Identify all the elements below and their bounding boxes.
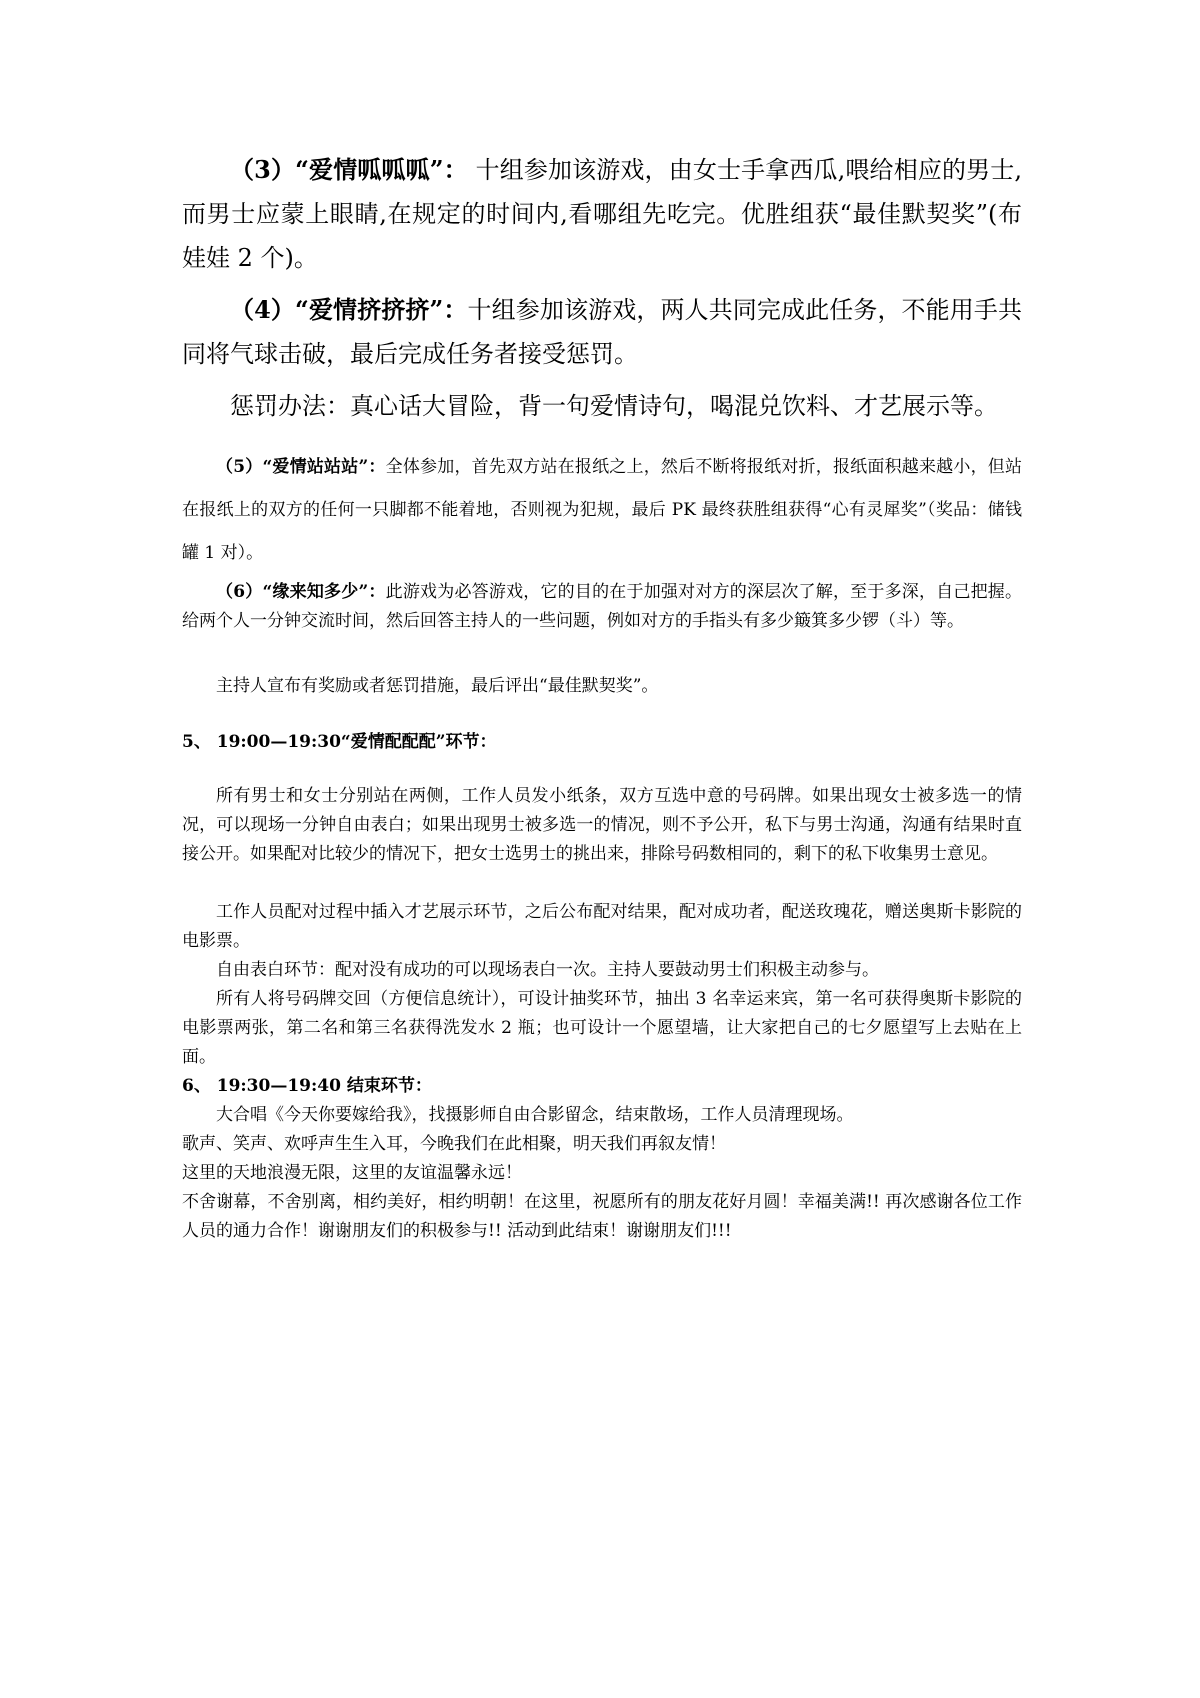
section6-paragraph-3: 这里的天地浪漫无限，这里的友谊温馨永远！: [182, 1163, 522, 1183]
game5-label: （5）“爱情站站站”：: [216, 457, 386, 477]
game3-text: 十组参加该游戏，由女士手拿西瓜,喂给相应的男士,而男士应蒙上眼睛,在规定的时间内,看哪组先吃完。优胜组获“最佳默契奖”(布娃娃 2 个)。: [182, 156, 1023, 272]
section5-paragraph-4: 所有人将号码牌交回（方便信息统计），可设计抽奖环节，抽出 3 名幸运来宾，第一名可获得奥斯卡影院的电影票两张，第二名和第三名获得洗发水 2 瓶；也可设计一个愿望墙，让大家把自己的七夕愿望写上去贴在上面。: [182, 989, 1022, 1067]
host-note: 主持人宣布有奖励或者惩罚措施，最后评出“最佳默契奖”。: [216, 676, 659, 696]
game6-label: （6）“缘来知多少”：: [216, 582, 386, 602]
section5-paragraph-1: 所有男士和女士分别站在两侧，工作人员发小纸条，双方互选中意的号码牌。如果出现女士被多选一的情况，可以现场一分钟自由表白；如果出现男士被多选一的情况，则不予公开，私下与男士沟通，沟通有结果时直接公开。如果配对比较少的情况下，把女士选男士的挑出来，排除号码数相同的，剩下的私下收集男士意见。: [182, 786, 1022, 864]
section6-paragraph-4: 不舍谢幕，不舍别离，相约美好，相约明朝！在这里，祝愿所有的朋友花好月圆！幸福美满!! 再次感谢各位工作人员的通力合作！谢谢朋友们的积极参与!! 活动到此结束！谢谢朋友们!!!: [182, 1192, 1022, 1241]
section5-paragraph-2: 工作人员配对过程中插入才艺展示环节，之后公布配对结果，配对成功者，配送玫瑰花，赠送奥斯卡影院的电影票。: [182, 902, 1022, 951]
game5-text: 全体参加，首先双方站在报纸之上，然后不断将报纸对折，报纸面积越来越小，但站在报纸上的双方的任何一只脚都不能着地，否则视为犯规，最后 PK 最终获胜组获得“心有灵犀奖”（奖品：储钱罐 1 对）。: [182, 457, 1022, 563]
section5-paragraph-3: 自由表白环节：配对没有成功的可以现场表白一次。主持人要鼓动男士们积极主动参与。: [216, 960, 879, 980]
game4-paragraph: [182, 288, 1022, 376]
game6-paragraph: [182, 578, 1022, 636]
game5-paragraph: [182, 446, 1022, 575]
section6-paragraph-1: 大合唱《今天你要嫁给我》，找摄影师自由合影留念，结束散场，工作人员清理现场。: [216, 1105, 854, 1125]
game3-label: （3）“爱情呱呱呱”：: [230, 155, 468, 184]
game4-text: 十组参加该游戏，两人共同完成此任务，不能用手共同将气球击破，最后完成任务者接受惩罚。: [182, 296, 1023, 368]
game4-label: （4）“爱情挤挤挤”：: [230, 295, 468, 324]
game3-paragraph: [182, 148, 1022, 280]
game6-text: 此游戏为必答游戏，它的目的在于加强对对方的深层次了解，至于多深，自己把握。给两个人一分钟交流时间，然后回答主持人的一些问题，例如对方的手指头有多少簸箕多少锣（斗）等。: [182, 582, 1022, 631]
punishment-paragraph: 惩罚办法：真心话大冒险，背一句爱情诗句，喝混兑饮料、才艺展示等。: [230, 392, 998, 420]
section5-heading: 5、 19:00—19:30“爱情配配配”环节：: [182, 732, 497, 752]
section6-heading: 6、 19:30—19:40 结束环节：: [182, 1076, 432, 1096]
section6-paragraph-2: 歌声、笑声、欢呼声生生入耳，今晚我们在此相聚，明天我们再叙友情！: [182, 1134, 726, 1154]
